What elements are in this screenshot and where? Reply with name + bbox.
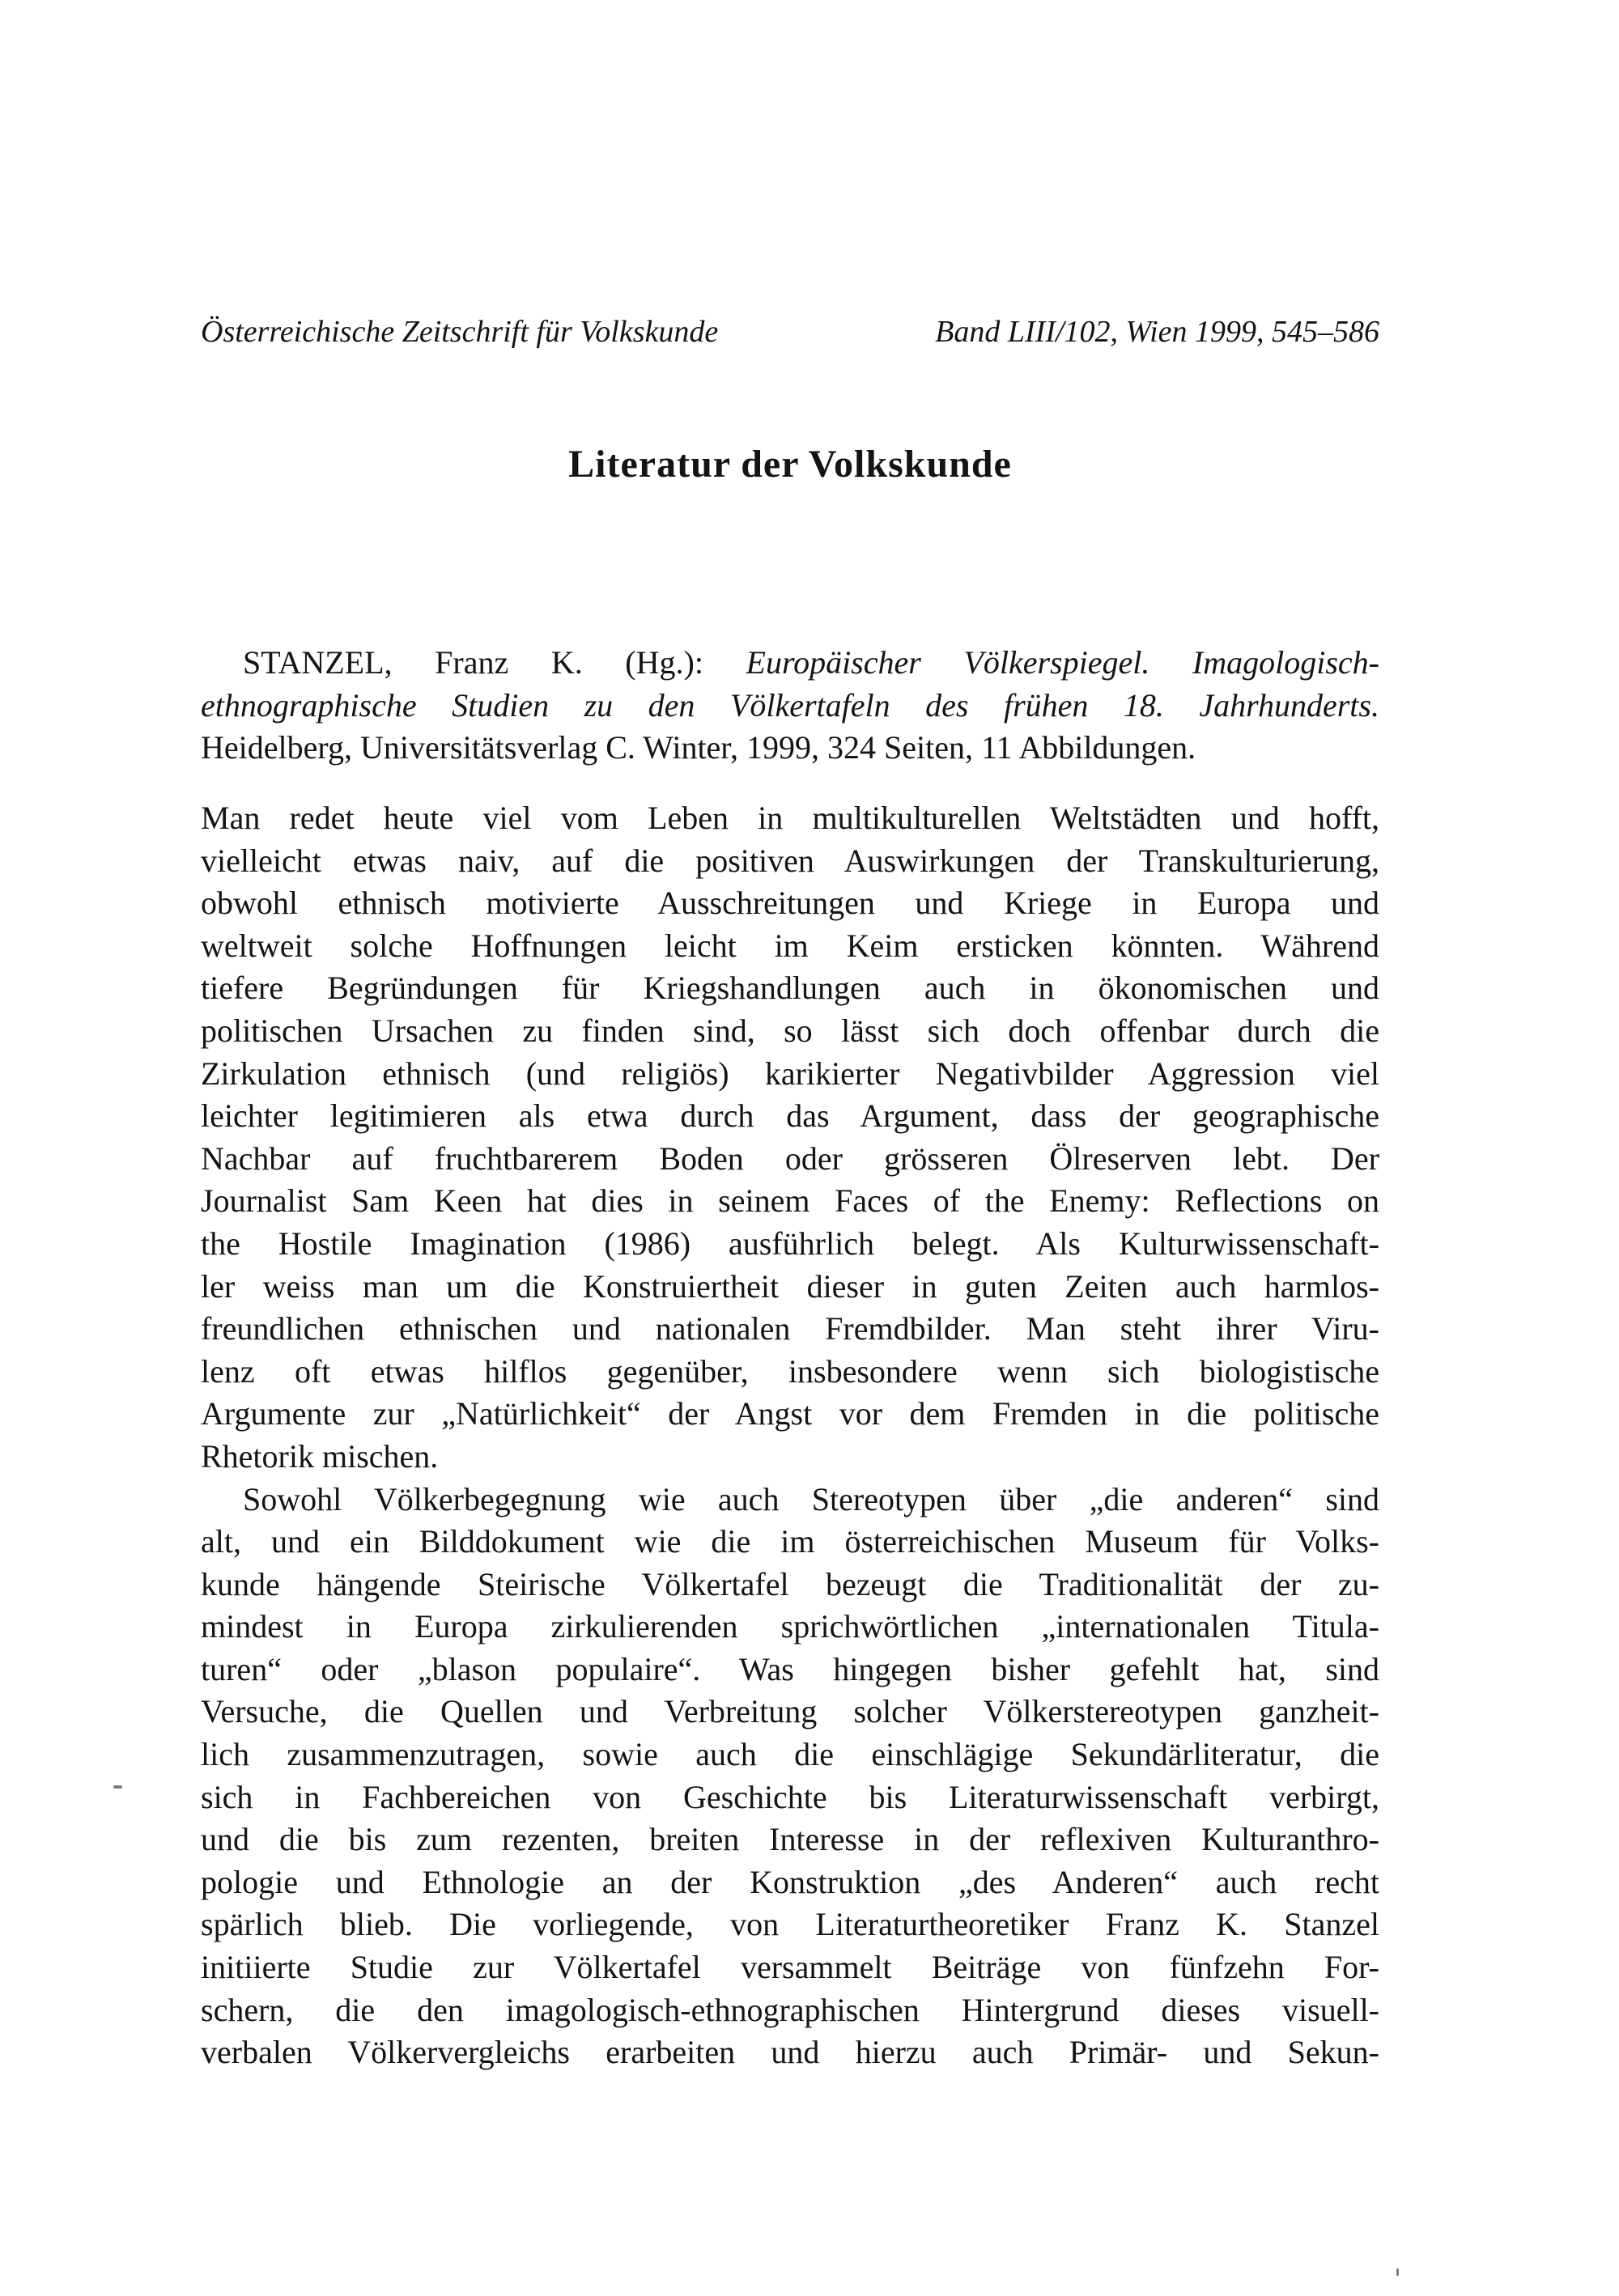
- running-head: [201, 314, 1379, 350]
- text-segment: alt, und ein Bilddokument wie die im österreichischen Museum für Volks-: [201, 1523, 1379, 1560]
- text-line: [201, 1393, 1379, 1436]
- text-line: [201, 797, 1379, 840]
- text-segment: obwohl ethnisch motivierte Ausschreitungen und Kriege in Europa und: [201, 885, 1379, 922]
- text-segment: tiefere Begründungen für Kriegshandlungen auch in ökonomischen und: [201, 970, 1379, 1007]
- paragraph-1: [201, 797, 1379, 1479]
- text-line: [201, 1095, 1379, 1138]
- text-line: [201, 1861, 1379, 1904]
- text-line: [201, 1010, 1379, 1053]
- text-line: [201, 642, 1379, 685]
- text-segment: Nachbar auf fruchtbarerem Boden oder grösseren Ölreserven lebt. Der: [201, 1140, 1379, 1177]
- book-citation: [201, 642, 1379, 770]
- text-segment: lenz oft etwas hilflos gegenüber, insbesondere wenn sich biologistische: [201, 1352, 1379, 1390]
- journal-title: Österreichische Zeitschrift für Volkskunde: [201, 315, 719, 349]
- italic-text-segment: Europäischer Völkerspiegel. Imagologisch-: [746, 644, 1380, 681]
- text-segment: Man redet heute viel vom Leben in multikulturellen Weltstädten und hofft,: [201, 800, 1379, 836]
- text-segment: the Hostile Imagination (1986) ausführlich belegt. Als Kulturwissenschaft-: [201, 1224, 1379, 1262]
- text-line: [201, 1180, 1379, 1223]
- text-segment: lich zusammenzutragen, sowie auch die einschlägige Sekundärliteratur, die: [201, 1736, 1379, 1773]
- scan-artifact-dash: [113, 1785, 122, 1789]
- text-segment: weltweit solche Hoffnungen leicht im Keim ersticken könnten. Während: [201, 927, 1379, 964]
- issue-info: Band LIII/102, Wien 1999, 545–586: [935, 315, 1379, 349]
- page-title: Literatur der Volkskunde: [568, 443, 1012, 486]
- text-line: [201, 727, 1379, 770]
- text-segment: STANZEL, Franz K. (Hg.):: [243, 644, 746, 681]
- text-segment: spärlich blieb. Die vorliegende, von Literaturtheoretiker Franz K. Stanzel: [201, 1906, 1379, 1943]
- text-segment: verbalen Völkervergleichs erarbeiten und hierzu auch Primär- und Sekun-: [201, 2034, 1379, 2071]
- text-segment: politischen Ursachen zu finden sind, so lässt sich doch offenbar durch die: [201, 1012, 1379, 1049]
- text-line: [201, 1691, 1379, 1734]
- text-line: [201, 1819, 1379, 1861]
- italic-text-segment: ethnographische Studien zu den Völkertafeln des frühen 18. Jahrhunderts.: [201, 686, 1379, 724]
- text-line: [201, 1351, 1379, 1394]
- text-line: [201, 2031, 1379, 2074]
- text-line: [201, 1776, 1379, 1819]
- text-segment: turen“ oder „blason populaire“. Was hingegen bisher gefehlt hat, sind: [201, 1650, 1379, 1687]
- text-line: [201, 1734, 1379, 1776]
- text-line: [201, 1266, 1379, 1309]
- text-line: [201, 1606, 1379, 1649]
- text-line: [201, 1989, 1379, 2032]
- text-segment: freundlichen ethnischen und nationalen Fremdbilder. Man steht ihrer Viru-: [201, 1310, 1379, 1347]
- text-segment: Rhetorik mischen.: [201, 1437, 439, 1475]
- text-line: [201, 967, 1379, 1010]
- text-line: [201, 1564, 1379, 1606]
- text-segment: vielleicht etwas naiv, auf die positiven Auswirkungen der Transkulturierung,: [201, 842, 1379, 879]
- text-segment: schern, die den imagologisch-ethnographischen Hintergrund dieses visuell-: [201, 1991, 1379, 2028]
- text-segment: leichter legitimieren als etwa durch das Argument, dass der geographische: [201, 1097, 1379, 1135]
- text-segment: kunde hängende Steirische Völkertafel bezeugt die Traditionalität der zu-: [201, 1565, 1379, 1602]
- text-segment: Sowohl Völkerbegegnung wie auch Stereotypen über „die anderen“ sind: [243, 1480, 1379, 1517]
- scan-artifact-speck: [1396, 2268, 1399, 2276]
- paragraph-2: [201, 1479, 1379, 2074]
- text-line: [201, 1223, 1379, 1266]
- text-segment: und die bis zum rezenten, breiten Interesse in der reflexiven Kulturanthro-: [201, 1821, 1379, 1858]
- text-segment: Argumente zur „Natürlichkeit“ der Angst vor dem Fremden in die politische: [201, 1395, 1379, 1432]
- text-line: [201, 1436, 1379, 1479]
- text-segment: initiierte Studie zur Völkertafel versammelt Beiträge von fünfzehn For-: [201, 1949, 1379, 1986]
- text-line: [201, 685, 1379, 728]
- text-line: [201, 925, 1379, 968]
- text-segment: ler weiss man um die Konstruiertheit dieser in guten Zeiten auch harmlos-: [201, 1267, 1379, 1305]
- text-segment: Zirkulation ethnisch (und religiös) karikierter Negativbilder Aggression viel: [201, 1055, 1379, 1092]
- text-line: [201, 1649, 1379, 1691]
- text-segment: mindest in Europa zirkulierenden sprichwörtlichen „internationalen Titula-: [201, 1608, 1379, 1645]
- text-segment: sich in Fachbereichen von Geschichte bis Literaturwissenschaft verbirgt,: [201, 1778, 1379, 1815]
- text-line: [201, 1308, 1379, 1351]
- text-line: [201, 1946, 1379, 1989]
- text-line: [201, 1138, 1379, 1181]
- text-line: [201, 1521, 1379, 1564]
- text-segment: Heidelberg, Universitätsverlag C. Winter, 1999, 324 Seiten, 11 Abbildungen.: [201, 729, 1196, 766]
- review-body: [201, 797, 1379, 2074]
- text-segment: pologie und Ethnologie an der Konstruktion „des Anderen“ auch recht: [201, 1863, 1379, 1900]
- text-line: [201, 1479, 1379, 1521]
- text-segment: Journalist Sam Keen hat dies in seinem Faces of the Enemy: Reflections on: [201, 1182, 1379, 1220]
- text-line: [201, 1903, 1379, 1946]
- text-line: [201, 840, 1379, 883]
- text-segment: Versuche, die Quellen und Verbreitung solcher Völkerstereotypen ganzheit-: [201, 1693, 1379, 1730]
- text-line: [201, 1053, 1379, 1096]
- text-line: [201, 882, 1379, 925]
